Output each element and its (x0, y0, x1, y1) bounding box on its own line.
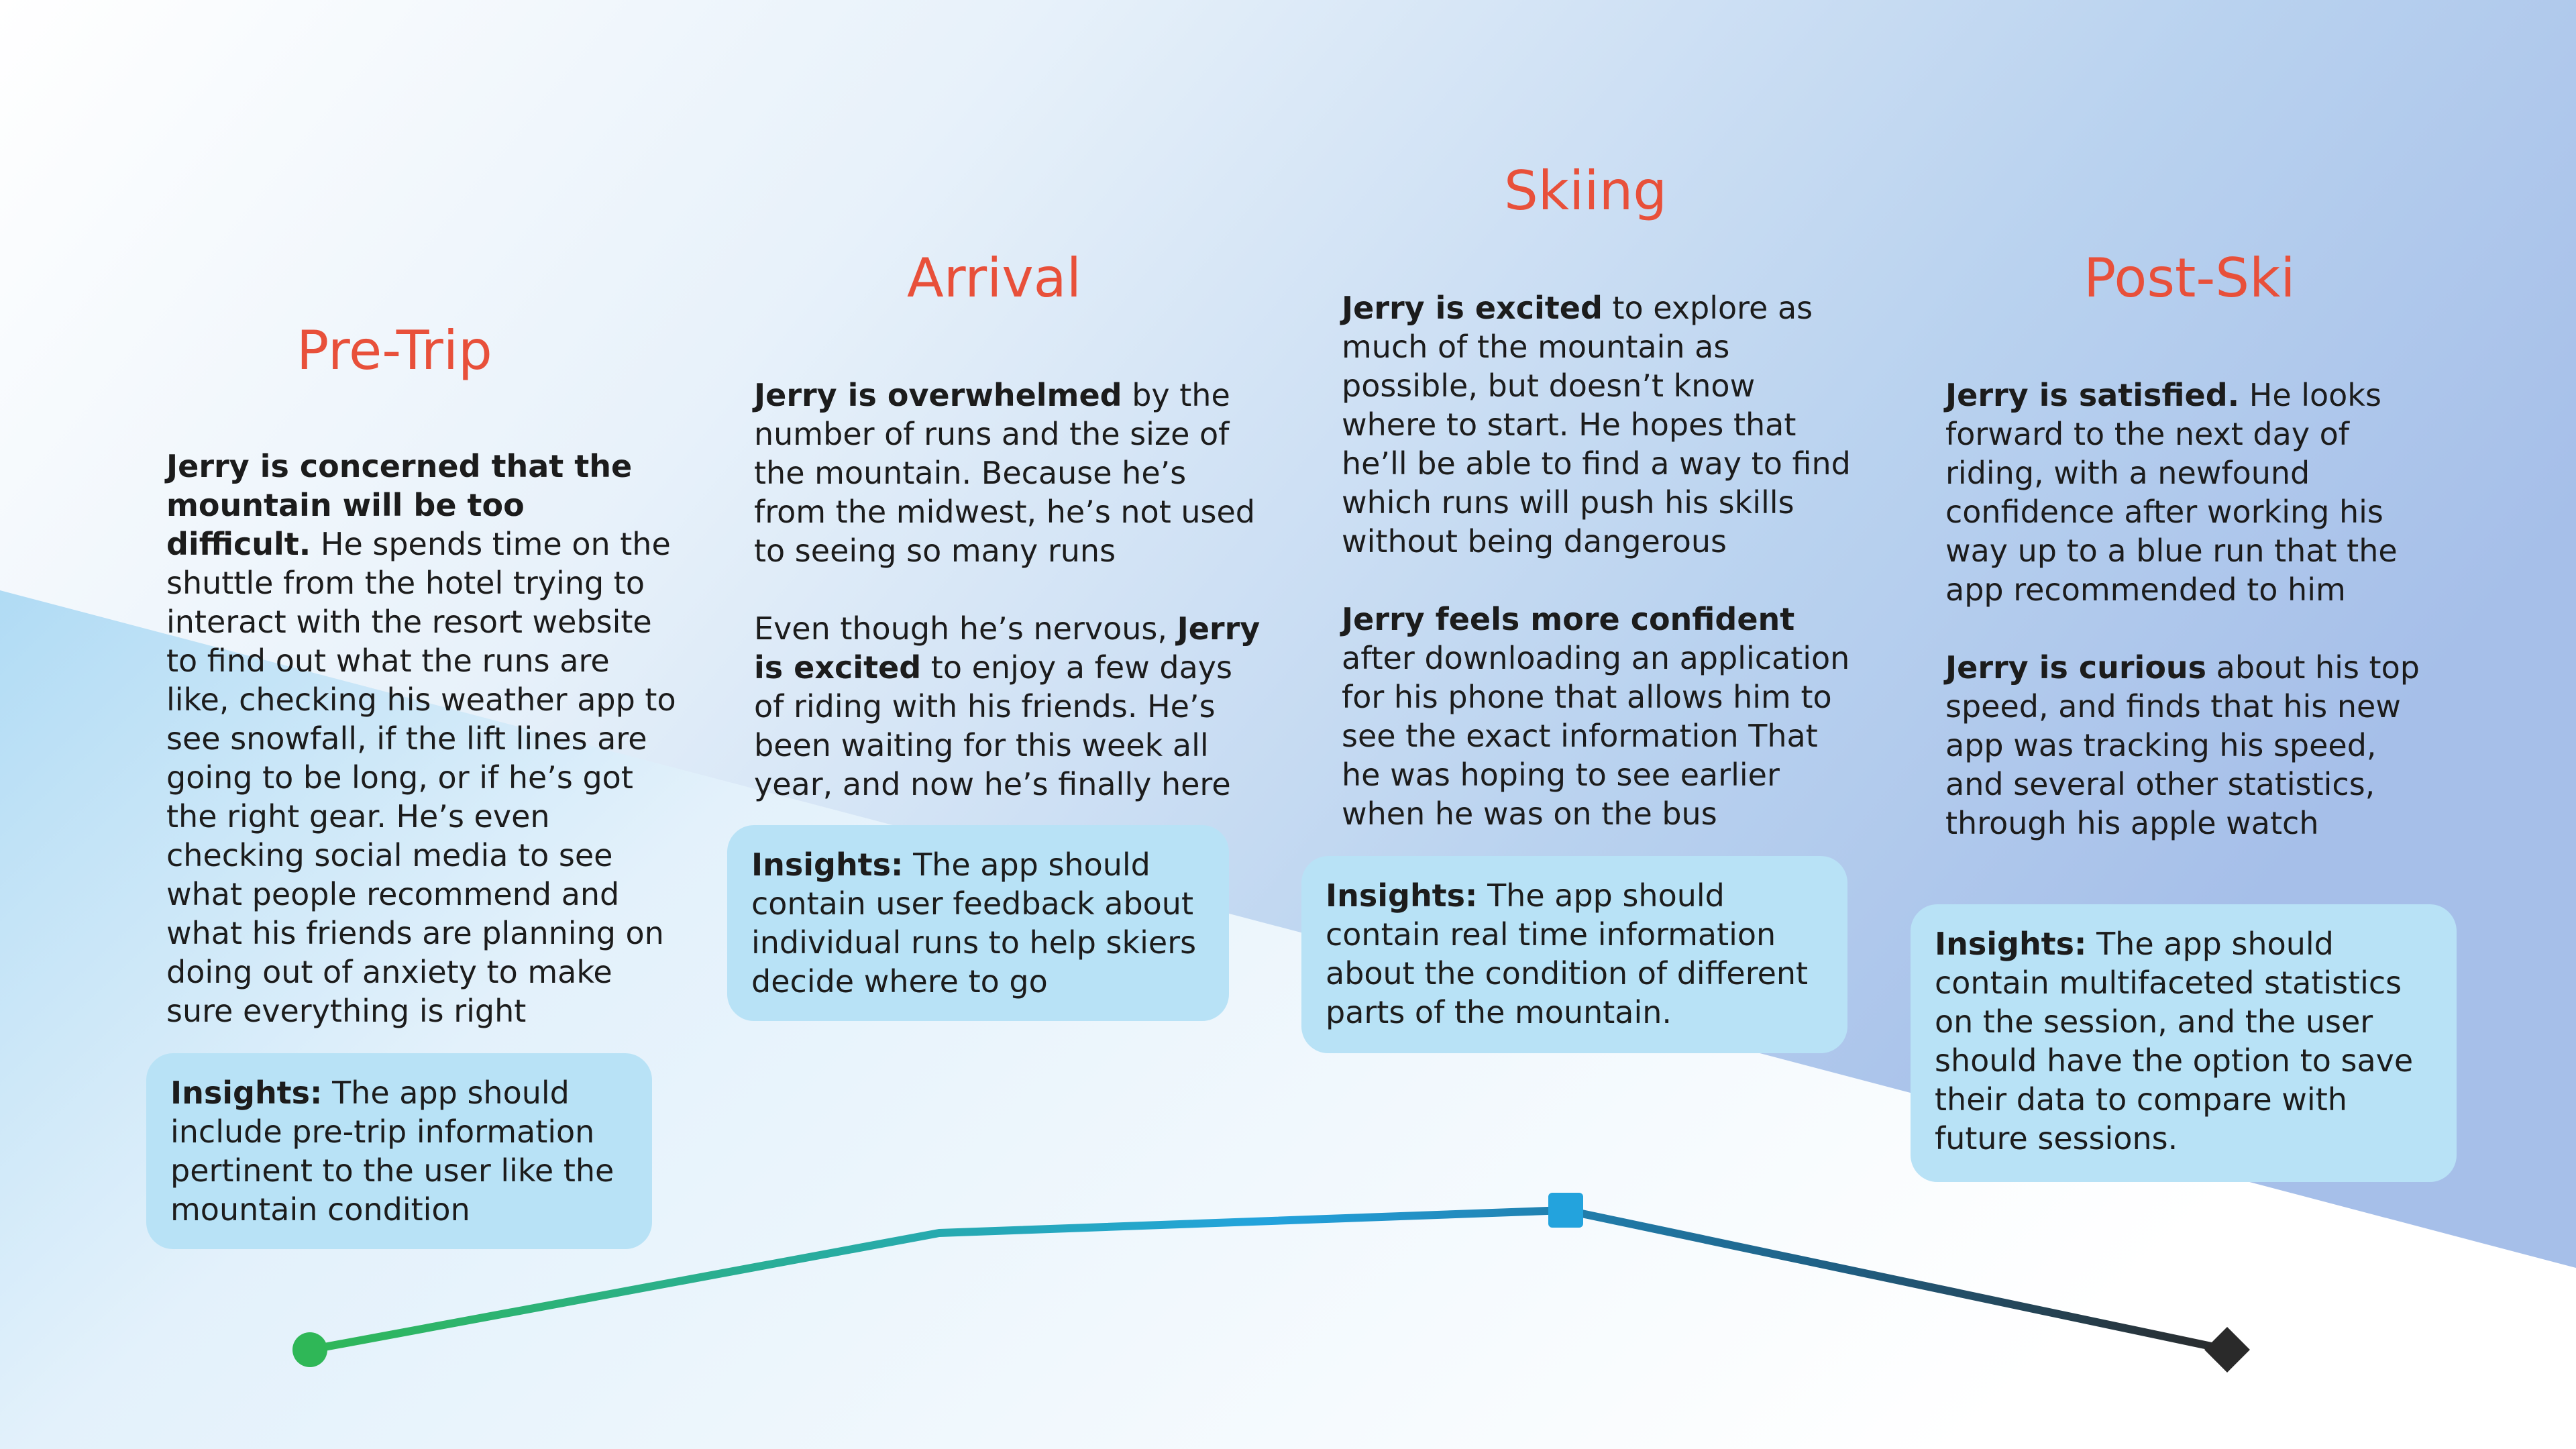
emphasis-text: Jerry is satisfied. (1945, 377, 2240, 413)
emphasis-text: Jerry is excited (1342, 290, 1603, 326)
emphasis-text: Jerry is excited (754, 610, 1260, 686)
insight-text: The app should include pre-trip information pertinent to the user like the mountain condition (170, 1075, 614, 1228)
body-text-span: after downloading an application for his phone that allows him to see the exact information That he was hoping to see earlier when he was on the bus (1342, 640, 1850, 832)
body-text-span: about his top speed, and finds that his new app was tracking his speed, and several other statistics, through his apple watch (1945, 649, 2420, 841)
body-text-span: to enjoy a few days of riding with his friends. He’s been waiting for this week all year, and now he’s finally here (754, 649, 1232, 802)
insight-text: The app should contain multifaceted statistics on the session, and the user should have the option to save their data to compare with future sessions. (1935, 926, 2414, 1157)
body-text-span: by the number of runs and the size of the mountain. Because he’s from the midwest, he’s not used to seeing so many runs (754, 377, 1255, 569)
stage-title: Post-Ski (2084, 247, 2296, 309)
emphasis-text: Jerry is concerned that the mountain will be too difficult. (166, 448, 633, 562)
stage-title: Pre-Trip (297, 319, 492, 382)
stage-title: Arrival (907, 247, 1081, 309)
body-text-span: He spends time on the shuttle from the hotel trying to interact with the resort website to find out what the runs are like, checking his weather app to see snowfall, if the lift lines are going to be long, or if he’s got the right gear. He’s even checking social media to see what people recommend and what his friends are planning on doing out of anxiety to make sure everything is right (166, 526, 676, 1029)
stage-title: Skiing (1504, 160, 1668, 222)
emphasis-text: Jerry is curious (1945, 649, 2207, 686)
journey-marker-square (1548, 1193, 1583, 1228)
insight-text: The app should contain user feedback about individual runs to help skiers decide where to go (751, 847, 1197, 1000)
journey-marker-circle (292, 1332, 327, 1367)
insight-label: Insights: (170, 1075, 323, 1111)
emphasis-text: Jerry feels more confident (1342, 601, 1795, 637)
body-text-span: He looks forward to the next day of riding, with a newfound confidence after working his way up to a blue run that the app recommended to him (1945, 377, 2398, 608)
insight-text: The app should contain real time information about the condition of different parts of the mountain. (1326, 877, 1809, 1030)
body-text-span: Even though he’s nervous, (754, 610, 1177, 647)
emphasis-text: Jerry is overwhelmed (754, 377, 1122, 413)
insight-label: Insights: (751, 847, 904, 883)
journey-marker-diamond (2204, 1327, 2250, 1373)
insight-label: Insights: (1326, 877, 1478, 914)
insight-label: Insights: (1935, 926, 2087, 962)
body-text-span: to explore as much of the mountain as possible, but doesn’t know where to start. He hopes that he’ll be able to find a way to find which runs will push his skills without being dangerous (1342, 290, 1851, 559)
journey-line (310, 1210, 2227, 1350)
